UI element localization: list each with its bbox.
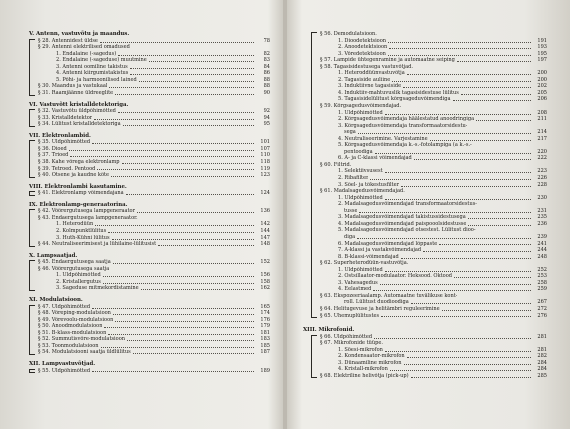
dot-leader xyxy=(401,258,531,259)
page-number: 195 xyxy=(537,50,547,57)
dot-leader xyxy=(407,357,531,358)
entry-title: § 43. Endaergutusega lampgeneraator. xyxy=(38,214,138,221)
page-number: 152 xyxy=(260,259,270,266)
entry-title: 2. Madalsagedusvõimendajad transformaatorsidestus- xyxy=(338,201,477,208)
entry-title: § 37. Trioed xyxy=(38,152,69,159)
page-number: 110 xyxy=(260,152,270,159)
page-number: 220 xyxy=(537,148,547,155)
toc-entry xyxy=(320,373,547,380)
dot-leader xyxy=(454,277,531,278)
entry-title: 3. Võredetektsioon xyxy=(338,50,386,57)
chapter-heading: VIII. Elektronlambi kasutamine. xyxy=(29,183,127,190)
entry-bracket xyxy=(311,335,317,379)
page-number: 193 xyxy=(537,44,547,51)
page-number: 118 xyxy=(260,158,270,165)
toc-entry xyxy=(38,241,270,248)
entry-title: 5. Madalsagedusvõimendajad otsestest. Lülitust dioo- xyxy=(338,227,476,234)
entry-title: § 49. Võrevoolu-modulatsioon xyxy=(38,316,114,323)
chapter-entries xyxy=(29,304,270,356)
dot-leader xyxy=(357,238,531,239)
page-number: 259 xyxy=(537,286,547,293)
page-number: 107 xyxy=(260,145,270,152)
entry-title: 1. Heteroddüünvastuvõtja xyxy=(338,70,405,77)
dot-leader xyxy=(461,94,531,95)
entry-title: § 47. Üldpõhimõtted xyxy=(38,303,91,310)
page-number: 282 xyxy=(537,353,547,360)
entry-title: § 58. Tagasisidestusega vastuvõtjad. xyxy=(320,63,413,70)
page-number: 189 xyxy=(260,367,270,374)
page-number: 88 xyxy=(263,76,270,83)
chapter-heading: V. Antenn, vastuvõtu ja maandus. xyxy=(29,31,130,37)
page-number: 248 xyxy=(537,253,547,260)
dot-leader xyxy=(118,55,254,56)
dot-leader xyxy=(130,68,254,69)
chapter-heading: VI. Vastuvõtt kristalldetektoriga. xyxy=(29,101,129,108)
page-number: 281 xyxy=(537,346,547,353)
page-number: 95 xyxy=(263,121,270,128)
entry-title: § 54. Modulatsiooni saatja üldlülitus xyxy=(38,349,131,356)
entry-title: 5. Tagasisidelülitust kõrgsageduvõimendiga xyxy=(338,96,451,103)
page-number: 252 xyxy=(537,266,547,273)
entry-title: 2. Anoodetektsioon xyxy=(338,44,388,51)
dot-leader xyxy=(133,353,254,354)
entry-title: § 56. Demodulatsioon. xyxy=(320,31,377,37)
page-number: 88 xyxy=(263,83,270,90)
dot-leader xyxy=(430,140,531,141)
entry-title: sega xyxy=(344,129,356,136)
dot-leader xyxy=(457,61,531,62)
page-number: 253 xyxy=(537,273,547,280)
page-number: 142 xyxy=(260,221,270,228)
entry-title: 2. Endalaine (-sageduse) muutmine xyxy=(56,57,147,64)
dot-leader xyxy=(453,100,531,101)
entry-title: 3. Sõel- ja tõkestusfilter xyxy=(338,181,399,188)
dot-leader xyxy=(411,377,531,378)
entry-title: 2. Kristallergutus xyxy=(56,278,101,285)
page-number: 267 xyxy=(537,299,547,306)
entry-title: 4. Induktiiv-mahtuvuslik tagasisidestuse lülitus xyxy=(338,89,459,96)
dot-leader xyxy=(158,245,254,246)
entry-title: § 66. Üldpõhimõtted xyxy=(320,333,373,340)
entry-title: § 30. Maandus ja vastukaal xyxy=(38,83,108,90)
dot-leader xyxy=(411,303,531,304)
entry-bracket xyxy=(29,209,35,246)
chapter-entries xyxy=(29,259,270,292)
entry-bracket xyxy=(29,305,35,355)
page-number: 83 xyxy=(263,57,270,64)
page-number: 144 xyxy=(260,228,270,234)
page-number: 200 xyxy=(537,76,547,83)
page-number: 185 xyxy=(260,342,270,349)
toc-entry xyxy=(320,313,547,320)
dot-leader xyxy=(109,87,254,88)
page-number: 86 xyxy=(263,70,270,77)
toc-entry xyxy=(38,90,270,97)
dot-leader xyxy=(414,159,531,160)
entry-title: § 57. Lampide ühtegenramine ja automaatne seiping xyxy=(320,57,455,64)
entry-title: § 51. B-klass-modulatsioon xyxy=(38,329,107,336)
entry-title: § 39. Tetroed. Pentood xyxy=(38,165,96,172)
page-number: 208 xyxy=(537,109,547,116)
dot-leader xyxy=(373,290,531,291)
entry-bracket xyxy=(29,140,35,177)
dot-leader xyxy=(115,94,254,95)
entry-title: § 50. Anoodmodulatsioon xyxy=(38,323,103,330)
dot-leader xyxy=(113,314,254,315)
dot-leader xyxy=(375,153,531,154)
page-number: 94 xyxy=(263,114,270,121)
chapter-entries xyxy=(29,38,270,97)
dot-leader xyxy=(113,263,254,264)
dot-leader xyxy=(112,239,254,240)
page-number: 174 xyxy=(260,310,270,317)
entry-title: § 46. Võõrergutusega saatja xyxy=(38,265,110,272)
dot-leader xyxy=(97,169,254,170)
entry-title: 8. B-klassi-võimendajad xyxy=(338,253,399,260)
entry-title: § 67. Mikrofonide tüüpe. xyxy=(320,340,383,347)
dot-leader xyxy=(381,316,531,317)
dot-leader xyxy=(123,125,254,126)
dot-leader xyxy=(69,150,254,151)
page-number: 156 xyxy=(260,272,270,279)
dot-leader xyxy=(404,364,531,365)
dot-leader xyxy=(108,232,254,233)
page-number: 281 xyxy=(537,333,547,340)
entry-title: 1. Üldpõhimõtted xyxy=(56,272,101,279)
entry-title: 1. Üldpõhimõtted xyxy=(338,109,383,116)
dot-leader xyxy=(468,218,531,219)
page-number: 162 xyxy=(260,285,270,292)
entry-title: § 32. Vastuvõtu üldpõhimõtted xyxy=(38,108,116,115)
entry-title: § 64. Helitugevuse ja helitämbri reguleerimine xyxy=(320,305,440,312)
entry-title: § 42. Võõrergutusega lampgeneraator xyxy=(38,208,136,215)
dot-leader xyxy=(101,347,254,348)
dot-leader xyxy=(380,284,531,285)
entry-title: 1. Üldpõhimõtted xyxy=(338,194,383,201)
dot-leader xyxy=(403,87,531,88)
entry-bracket xyxy=(29,39,35,96)
dot-leader xyxy=(111,176,254,177)
page-number: 92 xyxy=(263,108,270,115)
dot-leader xyxy=(104,327,254,328)
page-number: 272 xyxy=(537,305,547,312)
entry-title: § 29. Antenni elektrilised omadused xyxy=(38,44,130,51)
entry-title: § 62. Superheterodüün-vastuvõtja. xyxy=(320,260,409,267)
dot-leader xyxy=(139,81,254,82)
toc-entry xyxy=(38,121,270,128)
page-number: 206 xyxy=(537,96,547,103)
chapter-heading: VII. Elektronlambid. xyxy=(29,132,91,139)
dot-leader xyxy=(389,48,531,49)
toc-entry xyxy=(38,368,270,375)
entry-title: § 34. Lülitust kristalldetektoriga xyxy=(38,121,121,128)
page-number: 276 xyxy=(537,312,547,319)
left-page xyxy=(29,31,270,374)
entry-title: 1. Selektiivsusest xyxy=(338,168,383,175)
entry-title: § 33. Kristalldetektor xyxy=(38,114,93,121)
dot-leader xyxy=(149,61,254,62)
dot-leader xyxy=(126,194,254,195)
entry-title: § 52. Summutisvõre-modulatsioon xyxy=(38,336,126,343)
entry-title: 1. Endalaine (-sagedus) xyxy=(56,50,117,57)
entry-title: 3. Antenni oomiline takistus xyxy=(56,63,128,70)
page-number: 165 xyxy=(260,303,270,310)
dot-leader xyxy=(92,308,254,309)
dot-leader xyxy=(92,143,254,144)
entry-title: 1. Üldpõhimõtted xyxy=(338,266,383,273)
entry-title: 1. Söesi-mikrofon xyxy=(338,346,383,353)
page-number: 239 xyxy=(537,233,547,240)
dot-leader xyxy=(468,225,531,226)
page-number: 148 xyxy=(260,241,270,248)
entry-title: 4. Madalsagedusvõimendajad paispooolsidestusse xyxy=(338,220,467,227)
page-number: 226 xyxy=(537,175,547,182)
entry-title: § 28. Antennidest üldse xyxy=(38,37,98,44)
entry-bracket xyxy=(29,369,35,374)
page-number: 217 xyxy=(537,135,547,142)
entry-title: § 48. Võreping-modulatsioon xyxy=(38,310,111,317)
dot-leader xyxy=(476,120,531,121)
dot-leader xyxy=(115,321,254,322)
toc-entry xyxy=(38,190,270,197)
page-number: 179 xyxy=(260,323,270,330)
entry-title: 2. Tagasiside auliine xyxy=(338,76,391,83)
entry-title: § 35. Üldpõhimõtted xyxy=(38,139,91,146)
dot-leader xyxy=(118,112,254,113)
dot-leader xyxy=(374,338,531,339)
page-number: 211 xyxy=(537,116,547,123)
entry-title: § 36. Dioed xyxy=(38,145,67,152)
page-number: 181 xyxy=(260,329,270,336)
entry-title: 1. Dioodetektsioon xyxy=(338,37,387,44)
page-number: 205 xyxy=(537,89,547,96)
page-number: 147 xyxy=(260,234,270,241)
entry-title: § 65. Ühemuplülitustes xyxy=(320,312,380,319)
dot-leader xyxy=(385,172,531,173)
entry-title: 3. Vahesagedus xyxy=(338,279,378,286)
dot-leader xyxy=(423,251,531,252)
entry-title: § 60. Filtrid. xyxy=(320,161,352,168)
toc-entry xyxy=(38,349,270,356)
dot-leader xyxy=(385,271,531,272)
dot-leader xyxy=(359,212,531,213)
dot-leader xyxy=(401,186,531,187)
page-number: 231 xyxy=(537,207,547,214)
entry-title: 1. Heterodüün xyxy=(56,221,94,228)
entry-title: 2. Kondensaator-mikrofon xyxy=(338,353,405,360)
entry-title: § 55. Üldpõhimõtted xyxy=(38,367,91,374)
book-gutter xyxy=(283,0,287,429)
page-number: 258 xyxy=(537,279,547,286)
entry-title: § 31. Raamjäänne üldreeglite xyxy=(38,89,114,96)
dot-leader xyxy=(358,133,531,134)
entry-title: § 45. Endaergutusega saatja xyxy=(38,259,111,266)
page-number: 202 xyxy=(537,83,547,90)
entry-title: 3. Kõrgsagedusvõimendaja transformaatorsidestu- xyxy=(338,122,468,129)
page-number: 228 xyxy=(537,181,547,188)
page-number: 222 xyxy=(537,155,547,162)
chapter-heading: XII. Lampvastuvõtjad. xyxy=(29,360,96,367)
page-number: 101 xyxy=(260,139,270,146)
chapter-heading: X. Lampsaatjad. xyxy=(29,252,78,259)
page-number: 230 xyxy=(537,194,547,201)
entry-title: tusse xyxy=(344,207,358,214)
toc-entry xyxy=(38,285,270,292)
page-number: 284 xyxy=(537,359,547,366)
page-number: 82 xyxy=(263,50,270,57)
page-number: 241 xyxy=(537,240,547,247)
chapter-entries xyxy=(29,190,270,197)
dot-leader xyxy=(130,74,254,75)
entry-title: 3. Madalsagedusvõimendajad takistussidestusega xyxy=(338,214,466,221)
chapter-heading: IX. Elektronlamp-generaatorina. xyxy=(29,201,128,208)
dot-leader xyxy=(392,81,531,82)
entry-title: 4. Neutraliseerimine. Varjestamine xyxy=(338,135,428,142)
dot-leader xyxy=(127,340,254,341)
entry-title: 7. A-klassi ja vastakvõimendajad xyxy=(338,247,422,254)
dot-leader xyxy=(388,55,531,56)
page-number: 191 xyxy=(537,37,547,44)
entry-title: 3. Huth-Kühni lülitus xyxy=(56,234,110,241)
right-page xyxy=(303,31,547,379)
entry-bracket xyxy=(311,32,317,318)
page-number: 244 xyxy=(537,247,547,254)
page-number: 236 xyxy=(537,220,547,227)
page-number: 158 xyxy=(260,278,270,285)
dot-leader xyxy=(95,225,254,226)
entry-title: 2. Ribafilter xyxy=(338,175,369,182)
page-number: 119 xyxy=(260,165,270,172)
page-number: 78 xyxy=(263,37,270,44)
dot-leader xyxy=(390,370,531,371)
dot-leader xyxy=(122,163,254,164)
dot-leader xyxy=(388,42,531,43)
page-number: 200 xyxy=(537,70,547,77)
chapter-entries xyxy=(29,368,270,375)
dot-leader xyxy=(370,179,531,180)
entry-bracket xyxy=(29,260,35,291)
entry-title: 2. Kõrgsagedusvõimendaja häälestatud anoodringiga xyxy=(338,116,475,123)
dot-leader xyxy=(385,351,531,352)
page-number: 187 xyxy=(260,349,270,356)
entry-title: 4. Kristall-mikrofon xyxy=(338,366,388,373)
entry-title: 3. Sageduse mitmekordistamine xyxy=(56,285,139,292)
dot-leader xyxy=(442,310,531,311)
page-number: 197 xyxy=(537,57,547,64)
chapter-heading: XIII. Mikrofonid. xyxy=(303,327,355,334)
entry-title: 5. Kõrgsagedusvõimendaja k.-s.-fotolampiga (a k.-s.- xyxy=(338,142,472,149)
entry-title: roll. Lülitust duodioodiga xyxy=(344,299,409,306)
page-number: 90 xyxy=(263,89,270,96)
dot-leader xyxy=(385,199,531,200)
chapter-entries xyxy=(29,208,270,247)
chapter-entries xyxy=(29,108,270,128)
chapter-entries xyxy=(311,334,547,380)
entry-title: 2. Kolmpunktlülitus xyxy=(56,228,107,234)
page-number: 285 xyxy=(537,372,547,379)
dot-leader xyxy=(103,276,254,277)
dot-leader xyxy=(94,119,254,120)
page-number: 223 xyxy=(537,168,547,175)
entry-bracket xyxy=(29,109,35,127)
dot-leader xyxy=(100,42,254,43)
page-number: 136 xyxy=(260,208,270,215)
entry-title: 6. A- ja C-klassi võimendajad xyxy=(338,155,412,162)
entry-title: pentoodiga xyxy=(344,148,373,155)
entry-bracket xyxy=(29,191,35,196)
page-number: 84 xyxy=(263,63,270,70)
entry-title: § 44. Neutraliseerimisest ja lühilaine-lülitusist xyxy=(38,241,157,248)
chapter-entries xyxy=(311,31,547,319)
dot-leader xyxy=(70,156,254,157)
entry-title: 3. Induktiivne tagasiside xyxy=(338,83,402,90)
entry-title: § 63. Ekspozeeriaalamp. Automaatne tuvälikuse kont- xyxy=(320,292,458,299)
dot-leader xyxy=(141,289,254,290)
entry-title: § 41. Elektronlamp võimendajana xyxy=(38,190,124,197)
page-number: 123 xyxy=(260,172,270,179)
dot-leader xyxy=(103,283,254,284)
page-number: 183 xyxy=(260,336,270,343)
page-number: 235 xyxy=(537,214,547,221)
dot-leader xyxy=(385,114,531,115)
entry-title: § 38. Kahe võrega elektronlamp xyxy=(38,158,120,165)
entry-title: 4. Eelastmed xyxy=(338,286,372,293)
entry-title: § 61. Madalsagedusvõimendajad. xyxy=(320,188,405,195)
page-number: 176 xyxy=(260,316,270,323)
chapter-heading: XI. Modulatsioon. xyxy=(29,296,83,303)
chapter-entries xyxy=(29,139,270,178)
dot-leader xyxy=(92,371,254,372)
entry-title: 6. Madalsagedusvõimendajad lõppaste xyxy=(338,240,438,247)
entry-title: diga xyxy=(344,233,356,240)
entry-title: 3. Dünaamiline mikrofon xyxy=(338,359,402,366)
entry-title: 4. Antenni kiirgumistakistus xyxy=(56,70,129,77)
page-number: 284 xyxy=(537,366,547,373)
dot-leader xyxy=(439,244,531,245)
entry-title: § 59. Kõrgsagedusvõimendajad. xyxy=(320,103,402,110)
page-number: 214 xyxy=(537,129,547,136)
dot-leader xyxy=(407,74,531,75)
dot-leader xyxy=(137,212,254,213)
page-number: 124 xyxy=(260,190,270,197)
toc-entry xyxy=(38,172,270,179)
entry-title: § 53. Toonmodulatsioon xyxy=(38,342,99,349)
entry-title: 2. Ostsillaator-modulaator. Heksood. Oktood xyxy=(338,273,452,280)
entry-title: § 40. Otsene ja kaudne kõte xyxy=(38,172,110,179)
dot-leader xyxy=(108,334,254,335)
entry-title: § 68. Elektriline helivõtja (pick-up) xyxy=(320,372,409,379)
entry-title: 5. Põhi- ja harmoonilised lained xyxy=(56,76,137,83)
